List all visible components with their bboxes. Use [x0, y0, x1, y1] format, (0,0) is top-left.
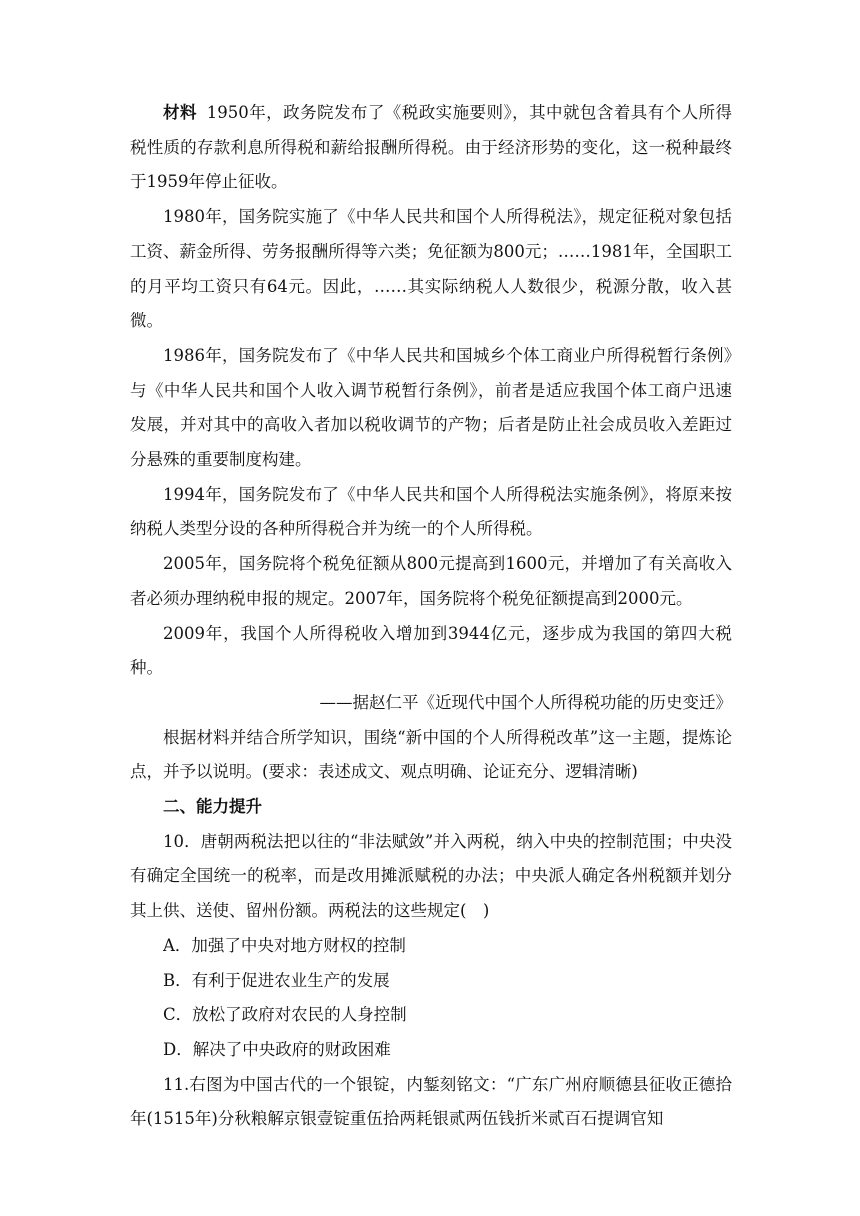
question-prompt: 根据材料并结合所学知识，围绕“新中国的个人所得税改革”这一主题，提炼论点，并予以说明。(要求：表述成文、观点明确、论证充分、逻辑清晰) [130, 727, 732, 782]
material-paragraph-3: 1986年，国务院发布了《中华人民共和国城乡个体工商业户所得税暂行条例》与《中华人民共和国个人收入调节税暂行条例》，前者是适应我国个体工商户迅速发展，并对其中的高收入者加以税收调节的产物；后者是防止社会成员收入差距过分悬殊的重要制度构建。 [130, 345, 732, 470]
question-10-option-b: B．有利于促进农业生产的发展 [163, 970, 390, 990]
section-title: 二、能力提升 [163, 797, 262, 817]
question-11-stem: 11.右图为中国古代的一个银锭，内錾刻铭文：“广东广州府顺德县征收正德拾年(1515年)分秋粮解京银壹锭重伍拾两耗银贰两伍钱折米贰百石提调官知 [130, 1074, 732, 1129]
material-paragraph-6: 2009年，我国个人所得税收入增加到3944亿元，逐步成为我国的第四大税种。 [130, 623, 732, 678]
question-10-stem: 10．唐朝两税法把以往的“非法赋敛”并入两税，纳入中央的控制范围；中央没有确定全国统一的税率，而是改用摊派赋税的办法；中央派人确定各州税额并划分其上供、送使、留州份额。两税法的这些规定( ) [130, 831, 732, 921]
document-page [130, 96, 732, 1137]
material-paragraph-1: 材料 1950年，政务院发布了《税政实施要则》，其中就包含着具有个人所得税性质的存款利息所得税和薪给报酬所得税。由于经济形势的变化，这一税种最终于1959年停止征收。 [130, 103, 733, 192]
material-paragraph-5: 2005年，国务院将个税免征额从800元提高到1600元，并增加了有关高收入者必须办理纳税申报的规定。2007年，国务院将个税免征额提高到2000元。 [130, 554, 732, 608]
material-source: ——据赵仁平《近现代中国个人所得税功能的历史变迁》 [319, 692, 732, 712]
material-label: 材料 [163, 103, 197, 122]
question-10-option-c: C．放松了政府对农民的人身控制 [163, 1005, 407, 1025]
material-paragraph-2: 1980年，国务院实施了《中华人民共和国个人所得税法》，规定征税对象包括工资、薪金所得、劳务报酬所得等六类；免征额为800元；……1981年，全国职工的月平均工资只有64元。因此，……其实际纳税人人数很少，税源分散，收入甚微。 [130, 207, 732, 331]
question-10-option-d: D．解决了中央政府的财政困难 [163, 1039, 391, 1059]
material-paragraph-4: 1994年，国务院发布了《中华人民共和国个人所得税法实施条例》，将原来按纳税人类型分设的各种所得税合并为统一的个人所得税。 [130, 484, 732, 539]
question-10-option-a: A．加强了中央对地方财权的控制 [163, 935, 406, 955]
